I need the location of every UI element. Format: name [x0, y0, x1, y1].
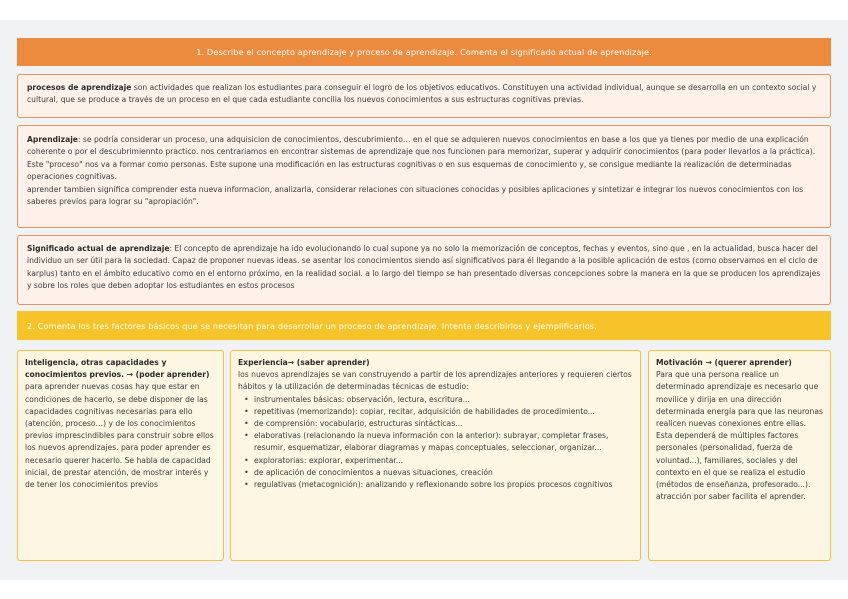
aprendizaje-term: Aprendizaje — [27, 135, 78, 144]
list-item: • exploratorias: explorar, experimentar... — [242, 455, 633, 467]
procesos-term: procesos de aprendizaje — [27, 83, 132, 92]
list-item: • repetitivas (memorizando): copiar, recitar, adquisición de habilidades de procedimiento... — [242, 406, 633, 418]
aprendizaje-text2: aprender tambien significa comprender esta nueva informacion, analizarla, considerar relaciones con situaciones conocidas y posibles aplicaciones y sintetizar e integrar los nuevos conocimientos con los saberes previos para lograr su "apropiación". — [27, 184, 804, 207]
motivacion-title: Motivación → (querer aprender) — [656, 358, 792, 367]
procesos-text: son actividades que realizan los estudiantes para conseguir el logro de los objetivos educativos. Constituyen una actividad individual, aunque se desarrolla en un contexto social y cultural, que se produce a través de un proceso en el que cada estudiante concilia los nuevos conocimientos a sus estructuras cognitivas previas. — [27, 83, 817, 105]
section2-heading-text: 2. Comenta los tres factores básicos que se necesitan para desarrollar un proceso de aprendizaje. Intenta describirlos y ejemplificarlos. — [27, 320, 597, 331]
inteligencia-text: para aprender nuevas cosas hay que estar en condiciones de hacerlo, se debe disponer de las capacidades cognitivas necesarias para ello (atención, proceso…) y de los conocimientos previos imprescindibles para construir sobre ellos los nuevos aprendizajes. para poder aprender es necesario querer hacerlo. Se habla de capacidad inicial, de prestar atención, de mostrar interés y de tener los conocimientos previos — [25, 382, 214, 490]
motivacion-box — [648, 350, 831, 561]
section1-heading — [17, 38, 831, 66]
list-item: • de comprensión: vocabulario, estructuras sintácticas... — [242, 418, 633, 430]
aprendizaje-box — [17, 125, 831, 228]
motivacion-text: Para que una persona realice un determinado aprendizaje es necesario que movilice y dirija en una dirección determinada energía para que las neuronas realicen nuevas conexiones entre ellas. Esta dependerá de múltiples factores personales (personalidad, fuerza de voluntad...), familiares, sociales y del contexto en el que se realiza el estudio (métodos de enseñanza, profesorado...). atracción por saber facilita el aprender. — [656, 370, 823, 502]
experiencia-title: Experiencia→ (saber aprender) — [238, 358, 370, 367]
aprendizaje-text: : se podría considerar un proceso, una adquisicion de conocimientos, descubrimiento… en el que se adquieren nuevos conocimientos en base a los que ya tienes por medio de una explicación coherente o por el descubrimiennto practico. nos centrariamos en encontrar sistemas de aprendizaje que nos funcionen para memorizar, superar y adquirir conocimientos (para poder llevarlos a la práctica). Este "proceso" nos va a formar como personas. Este supone una modificación en las estructuras cognitivas o en sus esquemas de conocimiento y, se consigue mediante la realización de determinadas operaciones cognitivas. — [27, 135, 816, 182]
inteligencia-title: Inteligencia, otras capacidades y conocimientos previos. → (poder aprender) — [25, 358, 210, 380]
tecnicas-list — [238, 394, 633, 492]
section2-heading — [17, 311, 831, 340]
procesos-box — [17, 74, 831, 118]
experiencia-box — [230, 350, 641, 561]
inteligencia-box — [17, 350, 224, 561]
list-item: • de aplicación de conocimientos a nuevas situaciones, creación — [242, 467, 633, 479]
list-item: • elaborativas (relacionando la nueva información con la anterior): subrayar, completar frases, resumir, esquematizar, elaborar diagramas y mapas conceptuales, seleccionar, organizar... — [242, 430, 633, 454]
experiencia-intro: los nuevos aprendizajes se van construyendo a partir de los aprendizajes anteriores y requieren ciertos hábitos y la utilización de determinadas técnicas de estudio: — [238, 370, 632, 392]
significado-term: Significado actual de aprendizaje — [27, 244, 170, 253]
list-item: • instrumentales básicas: observación, lectura, escritura... — [242, 394, 633, 406]
significado-text: : El concepto de aprendizaje ha ido evolucionando lo cual supone ya no solo la memorización de conceptos, fechas y eventos, sino que , en la actualidad, busca hacer del individuo un ser útil para la sociedad. Capaz de proponer nuevas ideas. se asentar los conocimientos siendo así significativos para él llegando a la posible aplicación de estos (como observamos en el ciclo de karplus) tanto en el ámbito educativo como en el entorno próximo, en la realidad social. a lo largo del tiempo se han presentado diversas concepciones sobre la manera en la que se producen los aprendizajes y sobre los roles que deben adoptar los estudiantes en estos procesos — [27, 244, 821, 291]
section1-heading-text: 1. Describe el concepto aprendizaje y proceso de aprendizaje. Comenta el significado actual de aprendizaje. — [196, 47, 652, 57]
significado-box — [17, 235, 831, 305]
list-item: • regulativas (metacognición): analizando y reflexionando sobre los propios procesos cognitivos — [242, 479, 633, 491]
